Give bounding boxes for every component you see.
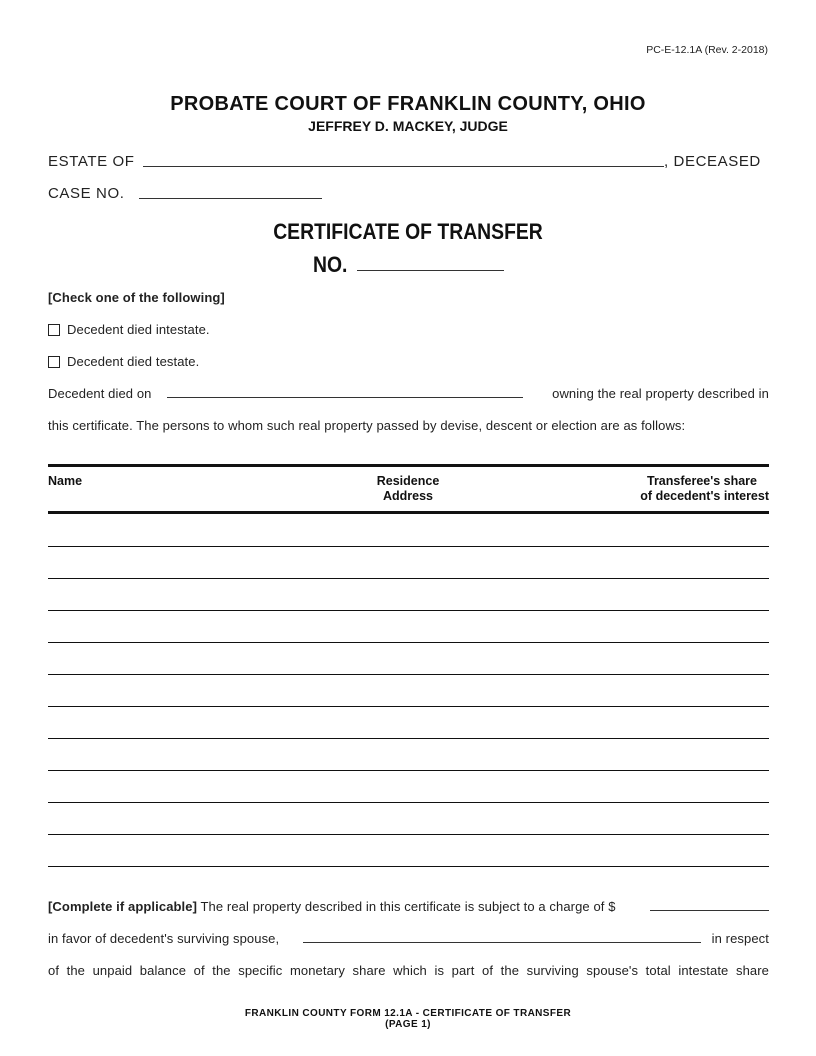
charge-text: The real property described in this certificate is subject to a charge of $ [200, 899, 616, 914]
judge-name: JEFFREY D. MACKEY, JUDGE [308, 118, 508, 134]
footer [0, 1008, 816, 1030]
footer-form-title: FRANKLIN COUNTY FORM 12.1A - CERTIFICATE OF TRANSFER [244, 1008, 572, 1019]
in-respect-text: in respect [711, 931, 769, 946]
footer-page-number: (PAGE 1) [385, 1019, 431, 1030]
column-header-share [640, 474, 769, 504]
column-share-line1: Transferee's share [647, 474, 757, 488]
estate-of-field[interactable] [143, 166, 664, 167]
table-row[interactable] [48, 642, 769, 643]
option-testate-label: Decedent died testate. [67, 354, 200, 369]
table-top-rule [48, 464, 769, 467]
spouse-label: in favor of decedent's surviving spouse, [48, 931, 280, 946]
case-no-field[interactable] [139, 198, 322, 199]
table-header-rule [48, 511, 769, 514]
option-intestate[interactable] [48, 322, 210, 337]
column-header-name [48, 474, 82, 489]
table-row[interactable] [48, 866, 769, 867]
option-testate[interactable] [48, 354, 199, 369]
table-row[interactable] [48, 706, 769, 707]
checkbox-testate[interactable] [48, 356, 60, 368]
unpaid-balance-text: of the unpaid balance of the specific monetary share which is part of the surviving spouse's total intestate share [48, 963, 769, 978]
table-row[interactable] [48, 610, 769, 611]
charge-amount-field[interactable] [650, 910, 769, 911]
column-share-line2: of decedent's interest [640, 489, 769, 503]
check-instruction: [Check one of the following] [48, 290, 225, 305]
column-address-line2: Address [382, 489, 434, 503]
option-intestate-label: Decedent died intestate. [67, 322, 210, 337]
table-row[interactable] [48, 834, 769, 835]
column-name-line1: Name [48, 474, 83, 488]
table-row[interactable] [48, 578, 769, 579]
surviving-spouse-field[interactable] [303, 942, 701, 943]
persons-text: this certificate. The persons to whom such real property passed by devise, descent or election are as follows: [48, 418, 686, 433]
table-row[interactable] [48, 674, 769, 675]
charge-instruction: [Complete if applicable] [48, 899, 198, 914]
owning-property-text: owning the real property described in [552, 386, 769, 401]
column-address-line1: Residence [376, 474, 440, 488]
table-row[interactable] [48, 802, 769, 803]
court-name: PROBATE COURT OF FRANKLIN COUNTY, OHIO [170, 93, 646, 115]
document-title: CERTIFICATE OF TRANSFER [273, 219, 543, 244]
date-of-death-field[interactable] [167, 397, 523, 398]
case-no-label: CASE NO. [48, 185, 125, 202]
certificate-no-label: NO. [313, 252, 348, 277]
table-row[interactable] [48, 546, 769, 547]
charge-line-1 [48, 899, 616, 914]
table-row[interactable] [48, 738, 769, 739]
estate-of-label: ESTATE OF [48, 153, 135, 170]
died-on-label: Decedent died on [48, 386, 152, 401]
column-header-address [358, 474, 458, 504]
deceased-label: , DECEASED [664, 153, 761, 170]
certificate-no-field[interactable] [357, 270, 504, 271]
form-id: PC-E-12.1A (Rev. 2-2018) [646, 44, 768, 56]
checkbox-intestate[interactable] [48, 324, 60, 336]
table-row[interactable] [48, 770, 769, 771]
